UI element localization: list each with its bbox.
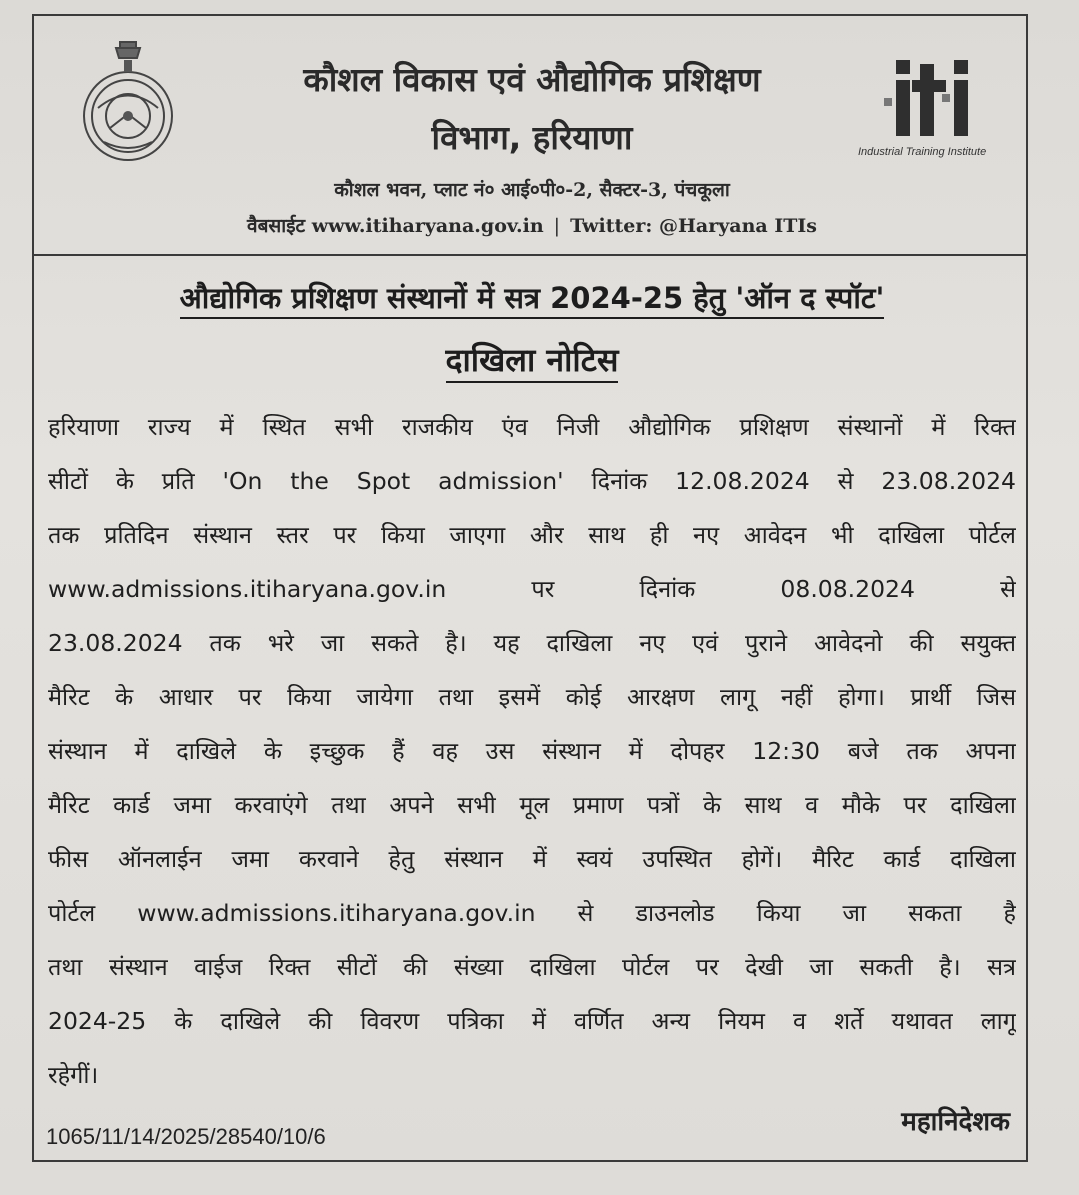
website-text: वैबसाईट www.itiharyana.gov.in bbox=[247, 215, 544, 237]
contact-line bbox=[34, 212, 1030, 238]
department-name-line2: विभाग, हरियाणा bbox=[431, 118, 633, 157]
notice-title-line2 bbox=[34, 338, 1030, 381]
body-line: फीस ऑनलाईन जमा करवाने हेतु संस्थान में स्वयं उपस्थित होगें। मैरिट कार्ड दाखिला bbox=[48, 845, 1016, 873]
body-line: हरियाणा राज्य में स्थित सभी राजकीय एंव निजी औद्योगिक प्रशिक्षण संस्थानों में रिक्त bbox=[48, 413, 1016, 441]
signatory-title: महानिदेशक bbox=[901, 1107, 1010, 1137]
body-line: रहेगीं। bbox=[48, 1061, 99, 1089]
notice-header bbox=[34, 16, 1026, 256]
body-line: तथा संस्थान वाईज रिक्त सीटों की संख्या दाखिला पोर्टल पर देखी जा सकती है। सत्र bbox=[48, 953, 1016, 981]
body-line: www.admissions.itiharyana.gov.in पर दिनांक 08.08.2024 से bbox=[48, 575, 1016, 603]
notice-frame bbox=[32, 14, 1028, 1162]
twitter-handle-text: Twitter: @Haryana ITIs bbox=[570, 215, 817, 237]
body-line: मैरिट कार्ड जमा करवाएंगे तथा अपने सभी मूल प्रमाण पत्रों के साथ व मौके पर दाखिला bbox=[48, 791, 1016, 819]
department-name-line1: कौशल विकास एवं औद्योगिक प्रशिक्षण bbox=[303, 60, 761, 99]
body-line: मैरिट के आधार पर किया जायेगा तथा इसमें कोई आरक्षण लागू नहीं होगा। प्रार्थी जिस bbox=[48, 683, 1016, 711]
body-line: तक प्रतिदिन संस्थान स्तर पर किया जाएगा और साथ ही नए आवेदन भी दाखिला पोर्टल bbox=[48, 521, 1016, 549]
reference-number: 1065/11/14/2025/28540/10/6 bbox=[46, 1124, 326, 1149]
notice-body bbox=[48, 400, 1016, 1102]
notice-subtitle-text: दाखिला नोटिस bbox=[446, 341, 619, 383]
body-line: सीटों के प्रति 'On the Spot admission' दिनांक 12.08.2024 से 23.08.2024 bbox=[48, 467, 1016, 495]
body-line: संस्थान में दाखिले के इच्छुक हैं वह उस संस्थान में दोपहर 12:30 बजे तक अपना bbox=[48, 737, 1016, 765]
notice-title-text: औद्योगिक प्रशिक्षण संस्थानों में सत्र 2024-25 हेतु 'ऑन द स्पॉट' bbox=[180, 281, 885, 319]
iti-caption: Industrial Training Institute bbox=[858, 146, 987, 158]
body-line: 2024-25 के दाखिले की विवरण पत्रिका में वर्णित अन्य नियम व शर्ते यथावत लागू bbox=[48, 1007, 1016, 1035]
body-line: 23.08.2024 तक भरे जा सकते है। यह दाखिला नए एवं पुराने आवेदनो की सयुक्त bbox=[48, 629, 1016, 657]
notice-title-line1 bbox=[48, 278, 1016, 317]
contact-separator: | bbox=[553, 215, 561, 237]
body-line: पोर्टल www.admissions.itiharyana.gov.in से डाउनलोड किया जा सकता है bbox=[48, 899, 1016, 927]
office-address: कौशल भवन, प्लाट नं० आई०पी०-2, सैक्टर-3, पंचकूला bbox=[334, 179, 730, 201]
